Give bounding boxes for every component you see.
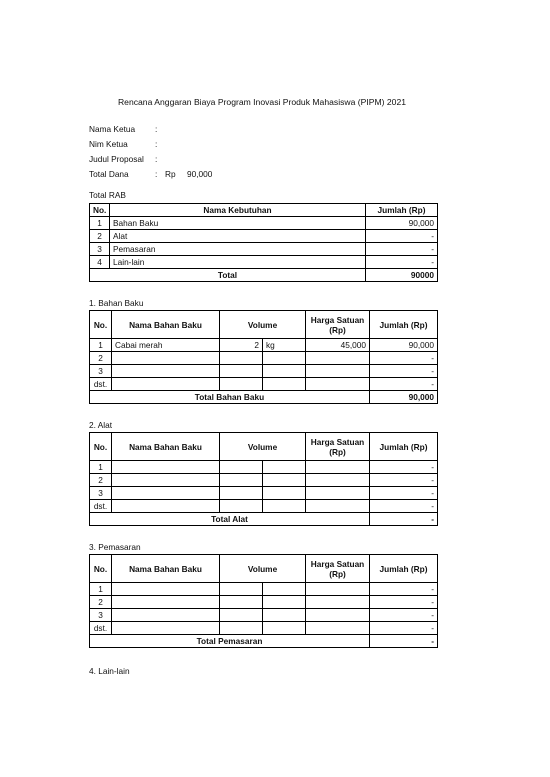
row-amount: - [370, 622, 438, 635]
info-sep: : [155, 169, 158, 179]
pemasaran-table [89, 554, 438, 648]
row-no: 2 [90, 474, 112, 487]
row-no: 3 [90, 243, 110, 256]
row-no: 1 [90, 339, 112, 352]
row-qty [220, 500, 263, 513]
row-amount: - [370, 609, 438, 622]
row-price [306, 622, 370, 635]
row-price [306, 352, 370, 365]
row-name [112, 378, 220, 391]
row-unit [263, 474, 306, 487]
row-unit [263, 596, 306, 609]
table-row [90, 230, 438, 243]
table-row [90, 243, 438, 256]
row-no: dst. [90, 622, 112, 635]
info-value [165, 122, 187, 137]
row-no: 3 [90, 365, 112, 378]
row-qty [220, 583, 263, 596]
row-amount: - [370, 461, 438, 474]
row-no: 3 [90, 487, 112, 500]
table-header-row [90, 555, 438, 583]
row-name [112, 487, 220, 500]
row-price [306, 500, 370, 513]
row-price [306, 365, 370, 378]
row-price [306, 378, 370, 391]
row-amount: - [370, 596, 438, 609]
header-nama-kebutuhan: Nama Kebutuhan [110, 204, 366, 217]
header-volume: Volume [220, 433, 306, 461]
row-name [112, 500, 220, 513]
row-price [306, 461, 370, 474]
row-amount: - [366, 256, 438, 269]
total-label: Total Pemasaran [90, 635, 370, 648]
total-row [90, 391, 438, 404]
row-qty [220, 474, 263, 487]
total-label: Total Alat [90, 513, 370, 526]
total-value: - [370, 513, 438, 526]
header-nama-bahan-baku: Nama Bahan Baku [112, 433, 220, 461]
info-key: Total Dana [89, 169, 129, 179]
info-value [165, 152, 187, 167]
row-amount: 90,000 [366, 217, 438, 230]
row-unit [263, 500, 306, 513]
row-no: dst. [90, 378, 112, 391]
table-row [90, 365, 438, 378]
section-label-bahan-baku: 1. Bahan Baku [89, 298, 144, 308]
row-amount: - [370, 378, 438, 391]
info-value: 90,000 [187, 169, 213, 179]
row-amount: - [370, 487, 438, 500]
row-name: Alat [110, 230, 366, 243]
info-row-judul-proposal [89, 152, 212, 167]
table-row [90, 596, 438, 609]
total-rab-table [89, 203, 438, 282]
section-label-pemasaran: 3. Pemasaran [89, 542, 141, 552]
row-name: Bahan Baku [110, 217, 366, 230]
row-price [306, 583, 370, 596]
row-price [306, 596, 370, 609]
info-currency: Rp [165, 169, 176, 179]
header-jumlah: Jumlah (Rp) [370, 311, 438, 339]
row-unit [263, 487, 306, 500]
header-no: No. [90, 311, 112, 339]
row-qty: 2 [220, 339, 263, 352]
row-no: 2 [90, 230, 110, 243]
table-row [90, 583, 438, 596]
document-title: Rencana Anggaran Biaya Program Inovasi Produk Mahasiswa (PIPM) 2021 [117, 97, 407, 107]
table-row [90, 609, 438, 622]
row-unit [263, 352, 306, 365]
row-name: Cabai merah [112, 339, 220, 352]
info-row-total-dana [89, 167, 212, 182]
header-jumlah: Jumlah (Rp) [366, 204, 438, 217]
total-value: - [370, 635, 438, 648]
header-harga-satuan: Harga Satuan (Rp) [306, 555, 370, 583]
proposal-info [89, 122, 212, 182]
table-row [90, 487, 438, 500]
row-name [112, 461, 220, 474]
info-key: Judul Proposal [89, 154, 144, 164]
header-jumlah: Jumlah (Rp) [370, 555, 438, 583]
row-qty [220, 609, 263, 622]
row-price: 45,000 [306, 339, 370, 352]
header-no: No. [90, 433, 112, 461]
row-name [112, 474, 220, 487]
row-qty [220, 622, 263, 635]
row-price [306, 487, 370, 500]
table-header-row [90, 433, 438, 461]
info-key: Nim Ketua [89, 139, 128, 149]
row-name [112, 609, 220, 622]
row-qty [220, 487, 263, 500]
row-no: 2 [90, 352, 112, 365]
table-row [90, 217, 438, 230]
row-qty [220, 352, 263, 365]
row-no: 1 [90, 461, 112, 474]
total-row [90, 635, 438, 648]
section-label-lain-lain: 4. Lain-lain [89, 666, 130, 676]
total-label: Total [90, 269, 366, 282]
header-no: No. [90, 204, 110, 217]
section-label-alat: 2. Alat [89, 420, 113, 430]
row-qty [220, 365, 263, 378]
row-qty [220, 461, 263, 474]
row-unit [263, 365, 306, 378]
table-row [90, 474, 438, 487]
row-unit [263, 583, 306, 596]
header-nama-bahan-baku: Nama Bahan Baku [112, 555, 220, 583]
header-harga-satuan: Harga Satuan (Rp) [306, 311, 370, 339]
table-header-row [90, 204, 438, 217]
row-price [306, 474, 370, 487]
row-amount: - [370, 352, 438, 365]
row-name [112, 596, 220, 609]
header-harga-satuan: Harga Satuan (Rp) [306, 433, 370, 461]
total-value: 90000 [366, 269, 438, 282]
row-price [306, 609, 370, 622]
row-amount: - [370, 583, 438, 596]
row-amount: - [366, 230, 438, 243]
total-value: 90,000 [370, 391, 438, 404]
row-name: Lain-lain [110, 256, 366, 269]
row-amount: - [366, 243, 438, 256]
total-row [90, 269, 438, 282]
info-sep: : [155, 139, 158, 149]
row-no: dst. [90, 500, 112, 513]
header-jumlah: Jumlah (Rp) [370, 433, 438, 461]
row-name [112, 583, 220, 596]
row-no: 3 [90, 609, 112, 622]
row-no: 4 [90, 256, 110, 269]
row-qty [220, 378, 263, 391]
bahan-baku-table [89, 310, 438, 404]
table-row [90, 461, 438, 474]
row-amount: - [370, 365, 438, 378]
row-no: 1 [90, 217, 110, 230]
row-unit [263, 622, 306, 635]
header-volume: Volume [220, 311, 306, 339]
row-amount: - [370, 474, 438, 487]
row-amount: 90,000 [370, 339, 438, 352]
total-label: Total Bahan Baku [90, 391, 370, 404]
header-nama-bahan-baku: Nama Bahan Baku [112, 311, 220, 339]
table-row [90, 339, 438, 352]
info-value [165, 137, 187, 152]
info-sep: : [155, 154, 158, 164]
row-unit [263, 378, 306, 391]
row-name: Pemasaran [110, 243, 366, 256]
row-name [112, 352, 220, 365]
table-header-row [90, 311, 438, 339]
alat-table [89, 432, 438, 526]
header-volume: Volume [220, 555, 306, 583]
header-no: No. [90, 555, 112, 583]
table-row [90, 500, 438, 513]
row-unit: kg [263, 339, 306, 352]
table-row [90, 622, 438, 635]
row-name [112, 622, 220, 635]
info-row-nim-ketua [89, 137, 212, 152]
row-unit [263, 609, 306, 622]
row-unit [263, 461, 306, 474]
info-key: Nama Ketua [89, 124, 136, 134]
total-row [90, 513, 438, 526]
section-label-total-rab: Total RAB [89, 190, 126, 200]
row-qty [220, 596, 263, 609]
table-row [90, 352, 438, 365]
row-no: 2 [90, 596, 112, 609]
row-name [112, 365, 220, 378]
table-row [90, 256, 438, 269]
table-row [90, 378, 438, 391]
info-row-nama-ketua [89, 122, 212, 137]
info-sep: : [155, 124, 158, 134]
row-amount: - [370, 500, 438, 513]
row-no: 1 [90, 583, 112, 596]
